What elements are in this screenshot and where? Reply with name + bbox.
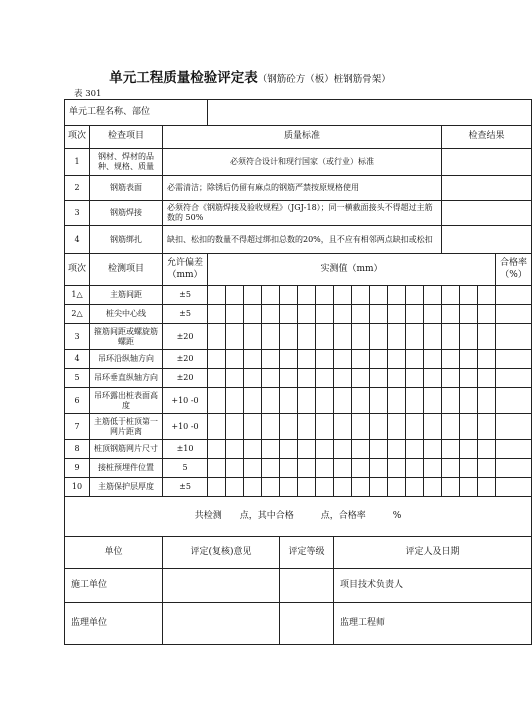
measure-cell[interactable] [226,286,244,305]
measure-cell[interactable] [442,369,460,388]
measure-cell[interactable] [370,286,388,305]
measure-cell[interactable] [460,459,478,478]
measure-cell[interactable] [406,350,424,369]
measure-cell[interactable] [388,369,406,388]
measure-cell[interactable] [298,459,316,478]
measure-cell[interactable] [370,305,388,324]
s1-row-standard: 必须符合设计和现行国家（或行业）标准 [163,149,442,176]
measure-cell[interactable] [388,324,406,350]
measure-cell[interactable] [244,324,262,350]
s1-row-no: 2 [65,176,90,201]
measure-cell[interactable] [388,350,406,369]
s2-row-no: 8 [65,440,90,459]
pass-rate-cell[interactable] [496,324,532,350]
measure-cell[interactable] [262,350,280,369]
measure-cell[interactable] [334,286,352,305]
s2-row-tolerance: +10 -0 [163,388,208,414]
s2-header-measured: 实测值（mm） [208,254,496,286]
measure-cell[interactable] [208,414,226,440]
measure-cell[interactable] [370,414,388,440]
s1-header-standard: 质量标准 [163,126,442,149]
s2-row-tolerance: ±20 [163,324,208,350]
measure-cell[interactable] [352,440,370,459]
measure-cell[interactable] [262,478,280,497]
s2-row-no: 3 [65,324,90,350]
s1-row-result[interactable] [442,176,532,201]
measure-cell[interactable] [460,286,478,305]
s1-header-item: 检查项目 [90,126,163,149]
form-title [0,66,500,86]
s1-row-item: 钢筋焊接 [90,201,163,226]
s1-header-result: 检查结果 [442,126,532,149]
measure-cell[interactable] [478,324,496,350]
measure-cell[interactable] [262,324,280,350]
measure-cell[interactable] [298,286,316,305]
measure-cell[interactable] [406,388,424,414]
measure-cell[interactable] [388,414,406,440]
s2-row-tolerance: ±20 [163,369,208,388]
measure-cell[interactable] [334,388,352,414]
measure-cell[interactable] [298,414,316,440]
measure-cell[interactable] [244,305,262,324]
measure-cell[interactable] [208,305,226,324]
measure-cell[interactable] [352,286,370,305]
measure-cell[interactable] [316,414,334,440]
pass-rate-cell[interactable] [496,478,532,497]
s2-row-tolerance: ±5 [163,478,208,497]
measure-cell[interactable] [424,440,442,459]
measure-cell[interactable] [280,388,298,414]
measure-cell[interactable] [316,459,334,478]
measure-cell[interactable] [388,388,406,414]
pass-rate-cell[interactable] [496,440,532,459]
measure-cell[interactable] [334,478,352,497]
s1-row-result[interactable] [442,201,532,226]
s2-row-no: 1△ [65,286,90,305]
measure-cell[interactable] [406,369,424,388]
measure-cell[interactable] [334,350,352,369]
title-sub: （钢筋砼方（板）桩钢筋骨架） [257,74,391,85]
s2-row-no: 10 [65,478,90,497]
construction-opinion-cell[interactable] [163,569,280,603]
s2-header-no: 项次 [65,254,90,286]
s2-row-item: 主筋保护层厚度 [90,478,163,497]
eval-header-grade: 评定等级 [280,537,334,569]
s2-row-item: 吊环沿纵轴方向 [90,350,163,369]
measure-cell[interactable] [262,459,280,478]
measure-cell[interactable] [424,478,442,497]
s2-header-tolerance: 允许偏差（mm） [163,254,208,286]
s2-row-no: 5 [65,369,90,388]
measure-cell[interactable] [424,459,442,478]
s1-row-no: 3 [65,201,90,226]
supervision-signer-label: 监理工程师 [334,603,532,645]
measure-cell[interactable] [478,388,496,414]
construction-unit-label: 施工单位 [65,569,163,603]
measure-cell[interactable] [226,369,244,388]
measure-cell[interactable] [388,478,406,497]
eval-header-signer: 评定人及日期 [334,537,532,569]
measure-cell[interactable] [352,324,370,350]
measure-cell[interactable] [334,369,352,388]
measure-cell[interactable] [262,388,280,414]
s2-header-pass-rate: 合格率（%） [496,254,532,286]
measure-cell[interactable] [208,459,226,478]
measure-cell[interactable] [226,440,244,459]
measure-cell[interactable] [244,350,262,369]
measure-cell[interactable] [244,286,262,305]
measure-cell[interactable] [334,459,352,478]
measure-cell[interactable] [352,369,370,388]
measure-cell[interactable] [316,478,334,497]
measure-cell[interactable] [280,350,298,369]
measure-cell[interactable] [298,440,316,459]
measure-cell[interactable] [298,305,316,324]
supervision-grade-cell[interactable] [280,603,334,645]
measure-cell[interactable] [226,459,244,478]
pass-rate-cell[interactable] [496,388,532,414]
measure-cell[interactable] [424,305,442,324]
s2-row-item: 主筋间距 [90,286,163,305]
measure-cell[interactable] [334,414,352,440]
s2-row-item: 主筋低于桩顶第一网片距离 [90,414,163,440]
supervision-opinion-cell[interactable] [163,603,280,645]
measure-cell[interactable] [208,324,226,350]
construction-signer-label: 项目技术负责人 [334,569,532,603]
s1-row-item: 钢材、焊材的品种、规格、质量 [90,149,163,176]
measure-cell[interactable] [352,305,370,324]
measure-cell[interactable] [280,305,298,324]
measure-cell[interactable] [226,478,244,497]
s1-row-standard: 必需清洁；除锈后仍留有麻点的钢筋严禁按原规格使用 [163,176,442,201]
measure-cell[interactable] [298,478,316,497]
pass-rate-cell[interactable] [496,414,532,440]
measure-cell[interactable] [316,286,334,305]
measure-cell[interactable] [208,478,226,497]
s1-row-no: 4 [65,226,90,254]
measure-cell[interactable] [262,440,280,459]
measure-cell[interactable] [478,440,496,459]
title-main: 单元工程质量检验评定表 [109,70,258,86]
supervision-unit-label: 监理单位 [65,603,163,645]
measure-cell[interactable] [316,440,334,459]
measure-cell[interactable] [226,305,244,324]
measure-cell[interactable] [460,414,478,440]
measure-cell[interactable] [280,324,298,350]
measure-cell[interactable] [244,440,262,459]
measure-cell[interactable] [424,286,442,305]
measure-cell[interactable] [226,414,244,440]
s2-row-no: 9 [65,459,90,478]
measure-cell[interactable] [262,286,280,305]
measure-cell[interactable] [316,350,334,369]
measure-cell[interactable] [478,369,496,388]
s2-row-item: 吊环垂直纵轴方向 [90,369,163,388]
s2-row-tolerance: ±20 [163,350,208,369]
measure-cell[interactable] [316,324,334,350]
project-name-value[interactable] [208,100,532,126]
s1-row-result[interactable] [442,149,532,176]
measure-cell[interactable] [244,369,262,388]
measure-cell[interactable] [478,305,496,324]
measure-cell[interactable] [460,388,478,414]
measure-cell[interactable] [478,286,496,305]
s1-row-result[interactable] [442,226,532,254]
measure-cell[interactable] [244,388,262,414]
pass-rate-cell[interactable] [496,286,532,305]
s1-row-standard: 缺扣、松扣的数量不得超过绑扣总数的20%，且不应有相邻两点缺扣或松扣 [163,226,442,254]
measure-cell[interactable] [370,324,388,350]
measure-cell[interactable] [280,369,298,388]
measure-cell[interactable] [388,459,406,478]
measure-cell[interactable] [280,440,298,459]
summary-line: 共检测 点，其中合格 点，合格率 % [65,497,532,537]
s2-row-tolerance: 5 [163,459,208,478]
s2-row-no: 6 [65,388,90,414]
s2-row-item: 桩顶钢筋网片尺寸 [90,440,163,459]
measure-cell[interactable] [208,350,226,369]
table-number: 表 301 [74,89,102,99]
measure-cell[interactable] [442,459,460,478]
measure-cell[interactable] [298,324,316,350]
s2-row-tolerance: ±5 [163,286,208,305]
measure-cell[interactable] [442,440,460,459]
measure-cell[interactable] [424,414,442,440]
measure-cell[interactable] [370,459,388,478]
pass-rate-cell[interactable] [496,350,532,369]
measure-cell[interactable] [226,324,244,350]
measure-cell[interactable] [460,440,478,459]
measure-cell[interactable] [442,286,460,305]
measure-cell[interactable] [298,388,316,414]
construction-grade-cell[interactable] [280,569,334,603]
measure-cell[interactable] [334,305,352,324]
measure-cell[interactable] [406,286,424,305]
s1-row-standard: 必须符合《钢筋焊接及验收规程》（JGJ-18）；同一横截面接头不得超过主筋数的 50% [163,201,442,226]
measure-cell[interactable] [478,478,496,497]
measure-cell[interactable] [370,478,388,497]
measure-cell[interactable] [388,440,406,459]
measure-cell[interactable] [370,369,388,388]
measure-cell[interactable] [478,350,496,369]
measure-cell[interactable] [478,459,496,478]
measure-cell[interactable] [334,440,352,459]
s1-row-item: 钢筋表面 [90,176,163,201]
s2-header-item: 检测项目 [90,254,163,286]
measure-cell[interactable] [406,324,424,350]
measure-cell[interactable] [352,478,370,497]
measure-cell[interactable] [316,369,334,388]
measure-cell[interactable] [352,388,370,414]
measure-cell[interactable] [334,324,352,350]
measure-cell[interactable] [442,324,460,350]
measure-cell[interactable] [208,369,226,388]
eval-header-opinion: 评定(复核)意见 [163,537,280,569]
measure-cell[interactable] [370,388,388,414]
measure-cell[interactable] [208,388,226,414]
measure-cell[interactable] [244,414,262,440]
measure-cell[interactable] [244,478,262,497]
s2-row-item: 桩尖中心线 [90,305,163,324]
measure-cell[interactable] [388,305,406,324]
project-name-label: 单元工程名称、部位 [65,100,208,126]
measure-cell[interactable] [460,369,478,388]
measure-cell[interactable] [442,414,460,440]
s2-row-item: 接桩预埋件位置 [90,459,163,478]
measure-cell[interactable] [442,478,460,497]
measure-cell[interactable] [280,478,298,497]
pass-rate-cell[interactable] [496,459,532,478]
measure-cell[interactable] [424,324,442,350]
measure-cell[interactable] [280,286,298,305]
measure-cell[interactable] [244,459,262,478]
measure-cell[interactable] [424,388,442,414]
measure-cell[interactable] [316,305,334,324]
s2-row-tolerance: ±5 [163,305,208,324]
measure-cell[interactable] [352,459,370,478]
measure-cell[interactable] [424,369,442,388]
inspection-table [64,99,532,645]
measure-cell[interactable] [442,350,460,369]
measure-cell[interactable] [460,305,478,324]
measure-cell[interactable] [280,459,298,478]
measure-cell[interactable] [478,414,496,440]
s2-row-item: 吊环露出桩表面高度 [90,388,163,414]
s1-row-no: 1 [65,149,90,176]
measure-cell[interactable] [262,369,280,388]
s2-row-tolerance: ±10 [163,440,208,459]
measure-cell[interactable] [406,440,424,459]
measure-cell[interactable] [442,388,460,414]
s1-row-item: 钢筋绑扎 [90,226,163,254]
s2-row-no: 2△ [65,305,90,324]
s2-row-no: 7 [65,414,90,440]
measure-cell[interactable] [262,414,280,440]
measure-cell[interactable] [298,350,316,369]
measure-cell[interactable] [460,478,478,497]
measure-cell[interactable] [226,388,244,414]
measure-cell[interactable] [208,440,226,459]
measure-cell[interactable] [388,286,406,305]
measure-cell[interactable] [226,350,244,369]
s2-row-tolerance: +10 -0 [163,414,208,440]
measure-cell[interactable] [406,478,424,497]
s2-row-item: 箍筋间距或螺旋筋螺距 [90,324,163,350]
measure-cell[interactable] [316,388,334,414]
measure-cell[interactable] [406,305,424,324]
pass-rate-cell[interactable] [496,369,532,388]
measure-cell[interactable] [370,440,388,459]
pass-rate-cell[interactable] [496,305,532,324]
measure-cell[interactable] [406,459,424,478]
measure-cell[interactable] [370,350,388,369]
eval-header-unit: 单位 [65,537,163,569]
measure-cell[interactable] [352,350,370,369]
measure-cell[interactable] [280,414,298,440]
s2-row-no: 4 [65,350,90,369]
measure-cell[interactable] [424,350,442,369]
measure-cell[interactable] [442,305,460,324]
measure-cell[interactable] [460,350,478,369]
measure-cell[interactable] [298,369,316,388]
s1-header-no: 项次 [65,126,90,149]
measure-cell[interactable] [352,414,370,440]
measure-cell[interactable] [208,286,226,305]
measure-cell[interactable] [406,414,424,440]
measure-cell[interactable] [460,324,478,350]
measure-cell[interactable] [262,305,280,324]
